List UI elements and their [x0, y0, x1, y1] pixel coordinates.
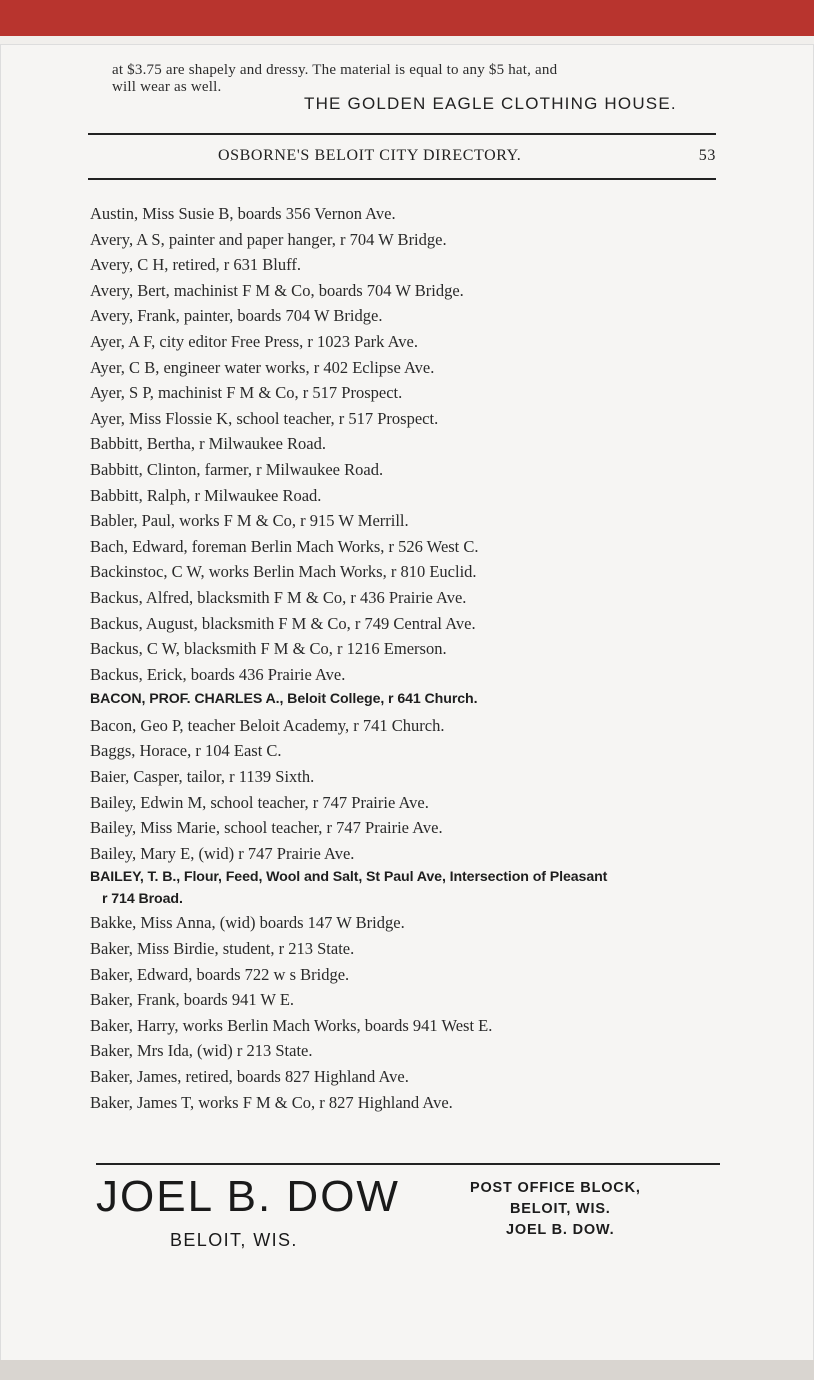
entry: Avery, C H, retired, r 631 Bluff. [90, 255, 301, 275]
entry-bold-bailey-tb [90, 866, 730, 910]
entry: Ayer, Miss Flossie K, school teacher, r 517 Prospect. [90, 408, 439, 428]
entry-bold-line-1: BAILEY, T. B., Flour, Feed, Wool and Salt, St Paul Ave, Intersection of Pleasant [90, 869, 608, 886]
entry: Austin, Miss Susie B, boards 356 Vernon Ave. [90, 204, 396, 223]
directory-entries [90, 201, 730, 1115]
entry: Bach, Edward, foreman Berlin Mach Works, r 526 West C. [90, 536, 479, 556]
advert-name: JOEL B. DOW [96, 1172, 400, 1221]
entry: Baker, Miss Birdie, student, r 213 State. [90, 939, 355, 959]
header-rule-bottom [88, 178, 716, 180]
entry: Babbitt, Clinton, farmer, r Milwaukee Road. [90, 459, 384, 479]
directory-title: OSBORNE'S BELOIT CITY DIRECTORY. [218, 147, 522, 164]
entry-bold-line-2: r 714 Broad. [102, 891, 183, 908]
entry: Baker, James T, works F M & Co, r 827 Highland Ave. [90, 1092, 453, 1112]
entry: Ayer, A F, city editor Free Press, r 1023 Park Ave. [90, 331, 418, 351]
entry: Baier, Casper, tailor, r 1139 Sixth. [90, 767, 315, 787]
entry: Backus, August, blacksmith F M & Co, r 749 Central Ave. [90, 613, 476, 633]
advert-city: BELOIT, WIS. [170, 1230, 298, 1250]
entry: Baker, Mrs Ida, (wid) r 213 State. [90, 1041, 313, 1061]
entry: Avery, Frank, painter, boards 704 W Bridge. [90, 306, 383, 326]
top-advert-note [112, 62, 732, 96]
entry: Avery, A S, painter and paper hanger, r 704 W Bridge. [90, 229, 447, 249]
entry-bold: BACON, PROF. CHARLES A., Beloit College, r 641 Church. [90, 691, 478, 708]
entry: Bailey, Edwin M, school teacher, r 747 Prairie Ave. [90, 792, 429, 812]
entry: Babbitt, Bertha, r Milwaukee Road. [90, 434, 326, 454]
header-rule-top [88, 133, 716, 135]
entry: Backus, Alfred, blacksmith F M & Co, r 436 Prairie Ave. [90, 587, 467, 607]
entry: Babler, Paul, works F M & Co, r 915 W Merrill. [90, 511, 409, 531]
entry: Baker, Frank, boards 941 W E. [90, 990, 295, 1010]
entry: Bailey, Mary E, (wid) r 747 Prairie Ave. [90, 843, 355, 863]
advert-address [470, 1178, 700, 1241]
footer-rule [96, 1163, 720, 1165]
entry: Avery, Bert, machinist F M & Co, boards 704 W Bridge. [90, 280, 464, 300]
advert-address-line-3: JOEL B. DOW. [506, 1222, 615, 1238]
top-note-line-1: at $3.75 are shapely and dressy. The material is equal to any $5 hat, and [112, 62, 558, 78]
entry: Baker, Harry, works Berlin Mach Works, boards 941 West E. [90, 1015, 493, 1035]
entry: Babbitt, Ralph, r Milwaukee Road. [90, 485, 322, 505]
golden-eagle-banner: THE GOLDEN EAGLE CLOTHING HOUSE. [304, 94, 677, 113]
advert-address-line-2: BELOIT, WIS. [510, 1201, 611, 1217]
entry: Backinstoc, C W, works Berlin Mach Works, r 810 Euclid. [90, 562, 477, 582]
top-note-line-2: will wear as well. [112, 79, 222, 95]
entry: Ayer, S P, machinist F M & Co, r 517 Prospect. [90, 383, 403, 403]
advert-address-line-1: POST OFFICE BLOCK, [470, 1180, 641, 1196]
entry: Backus, C W, blacksmith F M & Co, r 1216 Emerson. [90, 639, 447, 659]
page-bottom-edge [0, 1360, 814, 1380]
entry: Bacon, Geo P, teacher Beloit Academy, r 741 Church. [90, 715, 445, 735]
page-number: 53 [698, 147, 716, 164]
entry: Baker, Edward, boards 722 w s Bridge. [90, 964, 350, 984]
entry: Baggs, Horace, r 104 East C. [90, 741, 282, 761]
entry: Baker, James, retired, boards 827 Highland Ave. [90, 1067, 409, 1086]
entry: Bakke, Miss Anna, (wid) boards 147 W Bridge. [90, 913, 405, 933]
entry: Backus, Erick, boards 436 Prairie Ave. [90, 664, 346, 684]
entry: Bailey, Miss Marie, school teacher, r 747 Prairie Ave. [90, 818, 443, 838]
entry: Ayer, C B, engineer water works, r 402 Eclipse Ave. [90, 357, 435, 377]
